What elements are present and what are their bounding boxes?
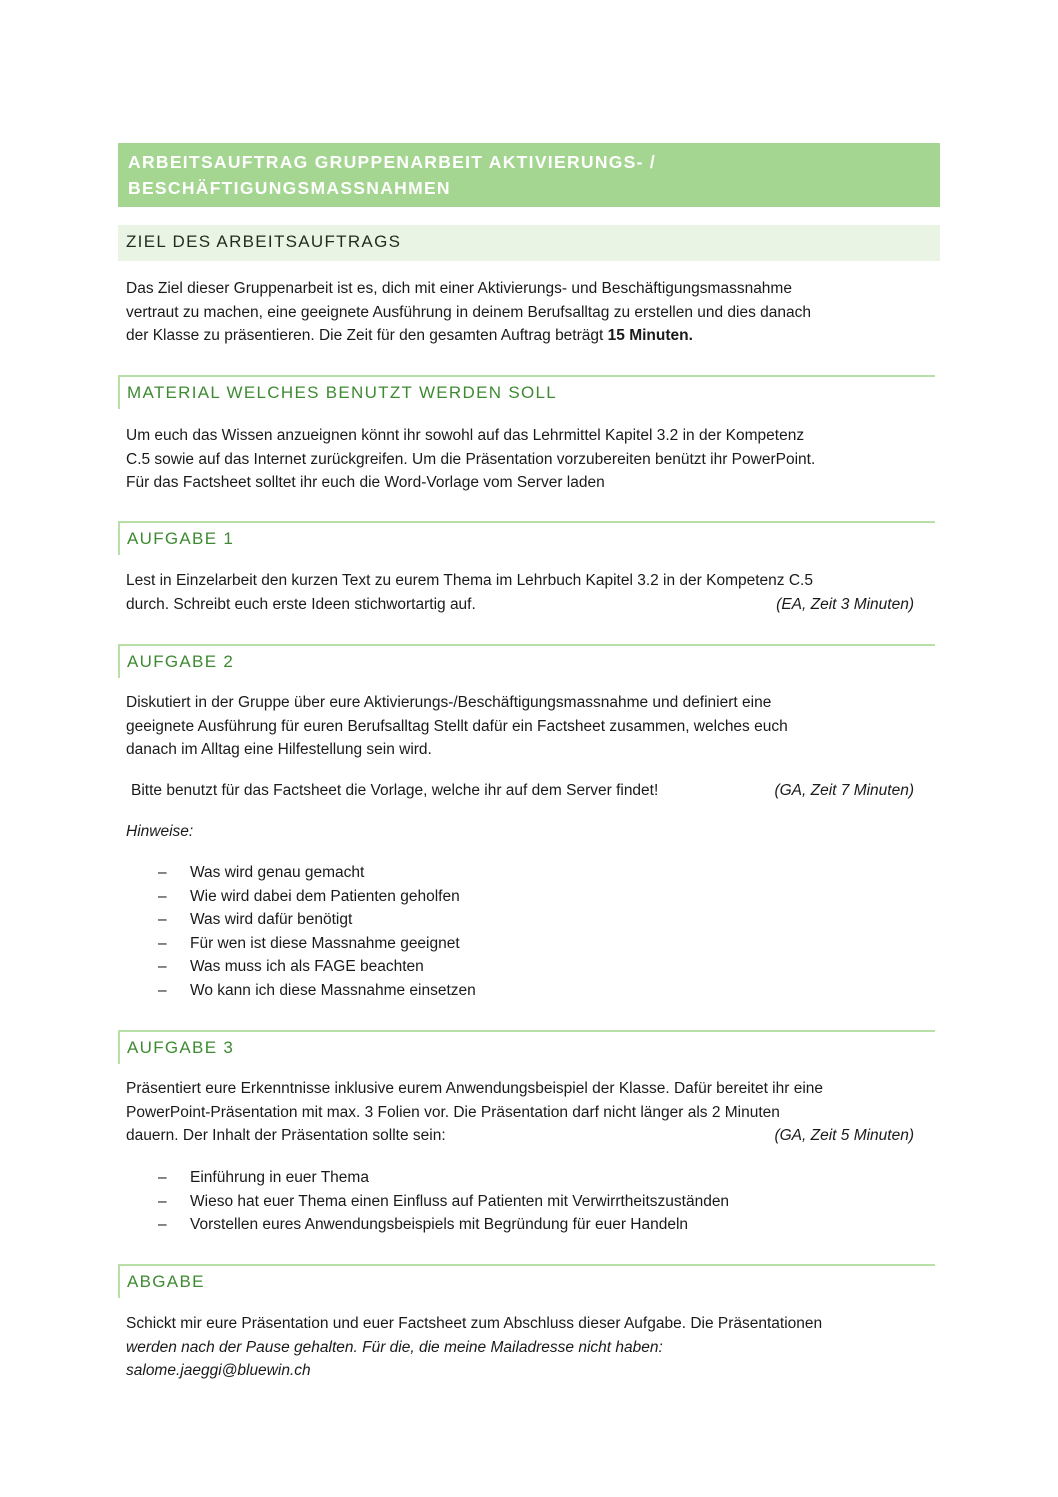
ziel-paragraph — [126, 277, 926, 348]
text-line-body: durch. Schreibt euch erste Ideen stichwortartig auf. — [126, 595, 476, 613]
time-note: (GA, Zeit 5 Minuten) — [774, 1127, 914, 1144]
dash-bullet: – — [158, 1216, 167, 1233]
dash-bullet: – — [158, 958, 167, 975]
text-line: C.5 sowie auf das Internet zurückgreifen. Um die Präsentation vorzubereiten benützt ihr PowerPoint. — [126, 450, 816, 468]
dash-bullet: – — [158, 1169, 167, 1186]
text-line: Schickt mir eure Präsentation und euer Factsheet zum Abschluss dieser Aufgabe. Die Präsentationen — [126, 1315, 823, 1332]
text-line: werden nach der Pause gehalten. Für die, die meine Mailadresse nicht haben: — [126, 1338, 663, 1356]
text-line: vertraut zu machen, eine geeignete Ausführung in deinem Berufsalltag zu erstellen und dies danach — [126, 303, 812, 321]
list-item-text: Vorstellen eures Anwendungsbeispiels mit Begründung für euer Handeln — [190, 1216, 689, 1233]
dash-bullet: – — [158, 887, 167, 905]
time-note: (EA, Zeit 3 Minuten) — [776, 595, 914, 613]
hinweise-label — [126, 820, 926, 844]
list-item-text: Wo kann ich diese Massnahme einsetzen — [190, 981, 476, 999]
text-line: Für das Factsheet solltet ihr euch die Word-Vorlage vom Server laden — [126, 474, 605, 491]
text-line: Lest in Einzelarbeit den kurzen Text zu eurem Thema im Lehrbuch Kapitel 3.2 in der Kompetenz C.5 — [126, 572, 813, 589]
list-item-text: Wie wird dabei dem Patienten geholfen — [190, 887, 460, 905]
list-item-text: Was muss ich als FAGE beachten — [190, 958, 424, 975]
email-address[interactable]: salome.jaeggi@bluewin.ch — [126, 1362, 311, 1379]
list-item-text: Was wird genau gemacht — [190, 864, 365, 881]
text-line: PowerPoint-Präsentation mit max. 3 Folien vor. Die Präsentation darf nicht länger als 2 Minuten — [126, 1103, 780, 1121]
text-line-body: dauern. Der Inhalt der Präsentation sollte sein: — [126, 1127, 446, 1144]
text-line — [126, 593, 914, 617]
dash-bullet: – — [158, 864, 167, 881]
time-note: (GA, Zeit 7 Minuten) — [774, 782, 914, 799]
dash-bullet: – — [158, 934, 167, 952]
text-line: Diskutiert in der Gruppe über eure Aktivierungs-/Beschäftigungsmassnahme und definiert eine — [126, 694, 772, 711]
section-heading-material: MATERIAL WELCHES BENUTZT WERDEN SOLL — [118, 375, 935, 409]
aufgabe-2-paragraph — [126, 691, 926, 762]
text-line-body: Bitte benutzt für das Factsheet die Vorlage, welche ihr auf dem Server findet! — [131, 782, 659, 799]
vorlage-paragraph — [131, 779, 931, 803]
material-paragraph — [126, 424, 926, 495]
section-heading-aufgabe-1: AUFGABE 1 — [118, 521, 935, 555]
text-line: Das Ziel dieser Gruppenarbeit ist es, dich mit einer Aktivierungs- und Beschäftigungsmassnahme — [126, 280, 792, 297]
dash-bullet: – — [158, 911, 167, 928]
list-item-text: Was wird dafür benötigt — [190, 911, 353, 928]
section-heading-aufgabe-3: AUFGABE 3 — [118, 1030, 935, 1064]
title-banner — [118, 143, 940, 207]
text-line: geeignete Ausführung für euren Berufsalltag Stellt dafür ein Factsheet zusammen, welches euch — [126, 717, 788, 735]
document-title-line-2: BESCHÄFTIGUNGSMASSNAHMEN — [128, 178, 451, 198]
aufgabe-3-paragraph — [126, 1077, 926, 1148]
abgabe-paragraph — [126, 1312, 926, 1383]
text-line: danach im Alltag eine Hilfestellung sein wird. — [126, 741, 432, 758]
list-item-text: Einführung in euer Thema — [190, 1169, 369, 1186]
text-line — [126, 1124, 914, 1148]
section-heading-aufgabe-2: AUFGABE 2 — [118, 644, 935, 678]
list-item-text: Wieso hat euer Thema einen Einfluss auf Patienten mit Verwirrtheitszuständen — [190, 1192, 730, 1210]
text-line — [131, 779, 914, 803]
text-line-body: der Klasse zu präsentieren. Die Zeit für den gesamten Auftrag beträgt — [126, 327, 608, 344]
section-heading-ziel: ZIEL DES ARBEITSAUFTRAGS — [118, 225, 940, 261]
dash-bullet: – — [158, 1192, 167, 1210]
dash-bullet: – — [158, 981, 167, 999]
aufgabe-1-paragraph — [126, 569, 926, 616]
section-heading-abgabe: ABGABE — [118, 1264, 935, 1298]
text-line: Präsentiert eure Erkenntnisse inklusive eurem Anwendungsbeispiel der Klasse. Dafür bereitet ihr eine — [126, 1080, 824, 1097]
text-line: Um euch das Wissen anzueignen könnt ihr sowohl auf das Lehrmittel Kapitel 3.2 in der Kompetenz — [126, 427, 805, 444]
hinweise-label-text: Hinweise: — [126, 823, 194, 840]
document-title-line-1: ARBEITSAUFTRAG GRUPPENARBEIT AKTIVIERUNGS- / — [128, 152, 657, 172]
text-line — [126, 324, 926, 348]
list-item-text: Für wen ist diese Massnahme geeignet — [190, 934, 460, 952]
duration-highlight: 15 Minuten. — [607, 327, 693, 344]
